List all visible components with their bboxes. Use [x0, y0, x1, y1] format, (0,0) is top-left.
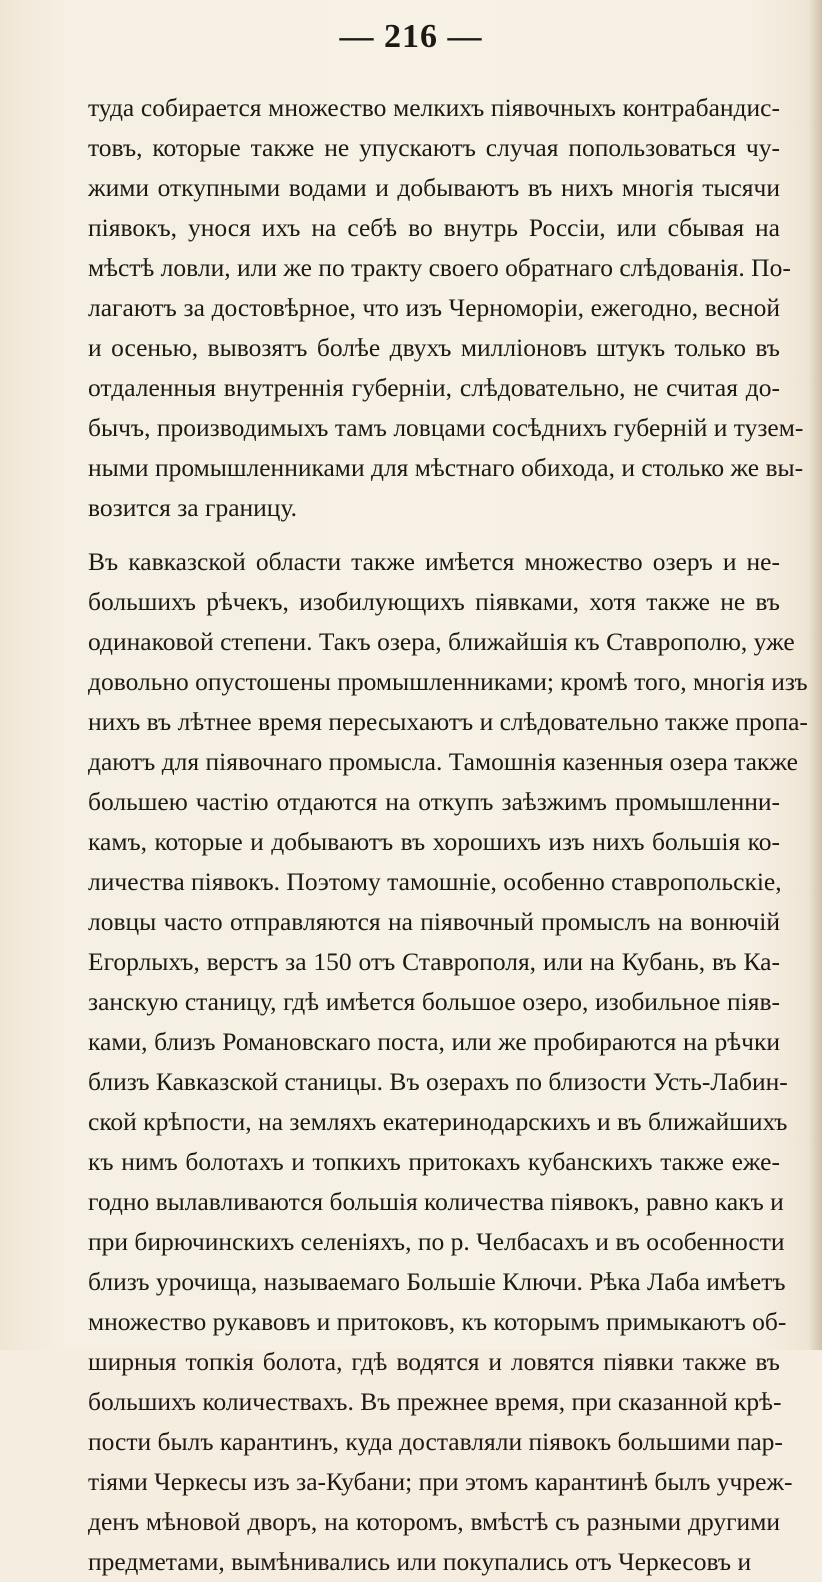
text-line: камъ, которые и добываютъ въ хорошихъ изъ нихъ большія ко- — [88, 827, 780, 856]
text-line: близъ Кавказской станицы. Въ озерахъ по близости Усть-Лабин- — [88, 1067, 788, 1096]
body-text — [88, 88, 808, 1582]
text-line: большею частію отдаются на откупъ заѣзжимъ промышленни- — [88, 787, 780, 816]
text-line: возится за границу. — [88, 493, 298, 522]
text-line: пости былъ карантинъ, куда доставляли піявокъ большими пар- — [88, 1427, 783, 1456]
text-line: Въ кавказской области также имѣется множество озеръ и не- — [88, 547, 780, 576]
paragraph — [88, 542, 808, 1582]
paragraph — [88, 88, 804, 528]
text-line: предметами, вымѣнивались или покупались отъ Черкесовъ и — [88, 1547, 752, 1576]
text-line: ширныя топкія болота, гдѣ водятся и ловятся піявки также въ — [88, 1347, 780, 1376]
text-line: довольно опустошены промышленниками; кромѣ того, многія изъ — [88, 667, 808, 696]
text-line: лагаютъ за достовѣрное, что изъ Черноморіи, ежегодно, весной — [88, 293, 780, 322]
page-number: — 216 — — [339, 18, 483, 55]
text-line: піявокъ, унося ихъ на себѣ во внутрь Россіи, или сбывая на — [88, 213, 780, 242]
text-line: множество рукавовъ и притоковъ, къ которымъ примыкаютъ об- — [88, 1307, 787, 1336]
text-line: ками, близъ Романовскаго поста, или же пробираются на рѣчки — [88, 1027, 780, 1056]
text-line: и осенью, вывозятъ болѣе двухъ милліоновъ штукъ только въ — [88, 333, 780, 362]
text-line: отдаленныя внутреннія губерніи, слѣдовательно, не считая до- — [88, 373, 780, 402]
text-line: туда собирается множество мелкихъ піявочныхъ контрабандис- — [88, 93, 780, 122]
text-line: даютъ для піявочнаго промысла. Тамошнія казенныя озера также — [88, 747, 798, 776]
page-edge-shadow — [808, 0, 822, 1350]
text-line: ловцы часто отправляются на піявочный промыслъ на вонючій — [88, 907, 780, 936]
text-line: Егорлыхъ, верстъ за 150 отъ Ставрополя, или на Кубань, въ Ка- — [88, 947, 780, 976]
text-line: тіями Черкесы изъ за-Кубани; при этомъ карантинѣ былъ учреж- — [88, 1467, 793, 1496]
text-line: большихъ рѣчекъ, изобилующихъ піявками, хотя также не въ — [88, 587, 780, 616]
text-line: денъ мѣновой дворъ, на которомъ, вмѣстѣ съ разными другими — [88, 1507, 780, 1536]
text-line: нихъ въ лѣтнее время пересыхаютъ и слѣдовательно также пропа- — [88, 707, 808, 736]
text-line: при бирючинскихъ селеніяхъ, по р. Челбасахъ и въ особенности — [88, 1227, 785, 1256]
text-line: мѣстѣ ловли, или же по тракту своего обратнаго слѣдованія. По- — [88, 253, 791, 282]
text-line: къ нимъ болотахъ и топкихъ притокахъ кубанскихъ также еже- — [88, 1147, 780, 1176]
text-line: близъ урочища, называемаго Большіе Ключи. Рѣка Лаба имѣетъ — [88, 1267, 786, 1296]
text-line: занскую станицу, гдѣ имѣется большое озеро, изобильное піяв- — [88, 987, 780, 1016]
paragraph-gap — [88, 528, 780, 542]
text-line: бычъ, производимыхъ тамъ ловцами сосѣднихъ губерній и тузем- — [88, 413, 804, 442]
text-line: жими откупными водами и добываютъ въ нихъ многія тысячи — [88, 173, 780, 202]
text-line: ской крѣпости, на земляхъ екатеринодарскихъ и въ ближайшихъ — [88, 1107, 788, 1136]
text-line: личества піявокъ. Поэтому тамошніе, особенно ставропольскіе, — [88, 867, 782, 896]
text-line: ными промышленниками для мѣстнаго обихода, и столько же вы- — [88, 453, 804, 482]
text-line: одинаковой степени. Такъ озера, ближайшія къ Ставрополю, уже — [88, 627, 795, 656]
text-line: годно вылавливаются большія количества піявокъ, равно какъ и — [88, 1187, 784, 1216]
text-line: товъ, которые также не упускаютъ случая попользоваться чу- — [88, 133, 780, 162]
text-line: большихъ количествахъ. Въ прежнее время, при сказанной крѣ- — [88, 1387, 782, 1416]
